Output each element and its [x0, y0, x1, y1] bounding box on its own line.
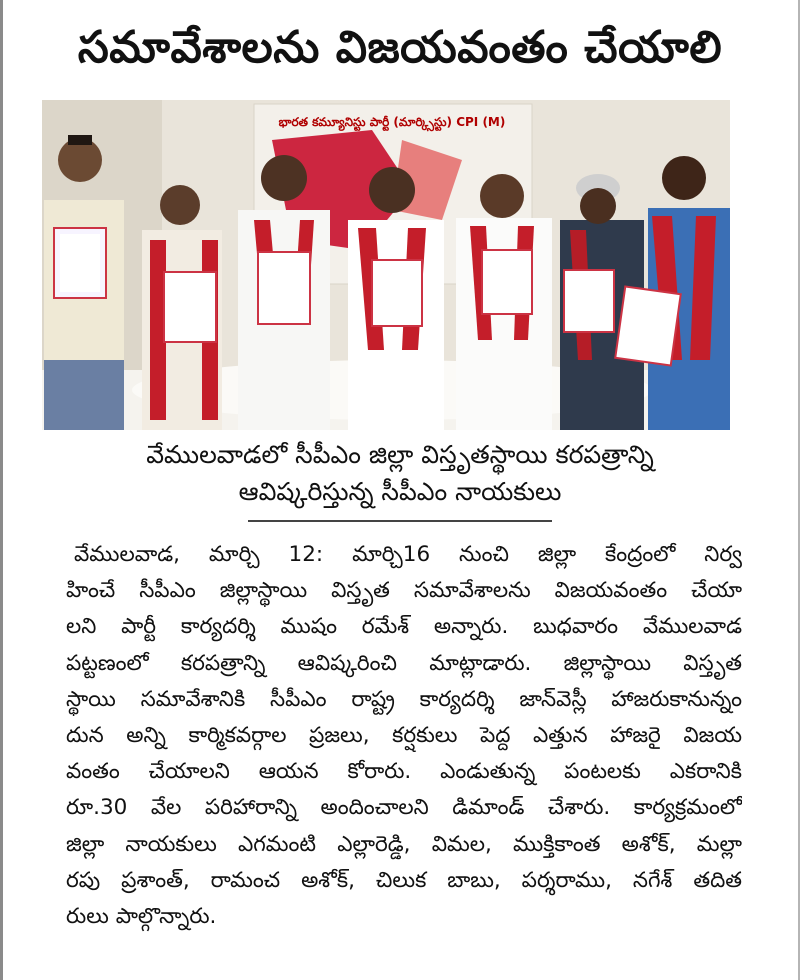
photo-caption [0, 436, 800, 510]
body-line: రులు పాల్గొన్నారు. [66, 904, 217, 930]
caption-line: వేములవాడలో సీపీఎం జిల్లా విస్తృతస్థాయి కరపత్రాన్ని [146, 440, 654, 469]
body-line: పట్టణంలో కరపత్రాన్ని ఆవిష్కరించి మాట్లాడారు. జిల్లాస్థాయి విస్తృత [66, 650, 742, 676]
news-photo [42, 100, 730, 430]
body-line: వంతం చేయాలని ఆయన కోరారు. ఎండుతున్న పంటలకు ఎకరానికి [66, 759, 742, 785]
body-line: జిల్లా నాయకులు ఎగమంటి ఎల్లారెడ్డి, విమల, ముక్తికాంత అశోక్, మల్లా [66, 831, 742, 857]
article-headline: సమావేశాలను విజయవంతం చేయాలి [77, 22, 723, 73]
body-line: లని పార్టీ కార్యదర్శి ముషం రమేశ్ అన్నారు. బుధవారం వేములవాడ [66, 614, 742, 640]
article-body [66, 537, 742, 935]
banner-text: భారత కమ్యూనిస్టు పార్టీ (మార్క్సిస్టు) CPI (M) [278, 115, 506, 129]
body-line: రూ.30 వేల పరిహారాన్ని అందించాలని డిమాండ్ చేశారు. కార్యక్రమంలో [66, 795, 742, 821]
body-line: హించే సీపీఎం జిల్లాస్థాయి విస్తృత సమావేశాలను విజయవంతం చేయా [66, 578, 742, 604]
caption-divider [248, 520, 552, 522]
body-line: వేములవాడ, మార్చి 12: మార్చి16 నుంచి జిల్లా కేంద్రంలో నిర్వ [74, 542, 742, 567]
caption-line: ఆవిష్కరిస్తున్న సీపీఎం నాయకులు [238, 477, 562, 506]
body-line: స్థాయి సమావేశానికి సీపీఎం రాష్ట్ర కార్యదర్శి జాన్‌వెస్లీ హాజరుకానున్నం [66, 686, 742, 712]
body-line: దున అన్ని కార్మికవర్గాల ప్రజలు, కర్షకులు పెద్ద ఎత్తున హాజరై విజయ [66, 723, 742, 749]
body-line: రపు ప్రశాంత్, రామంచ అశోక్, చిలుక బాబు, పర్శరాము, నగేశ్ తదిత [66, 867, 742, 893]
